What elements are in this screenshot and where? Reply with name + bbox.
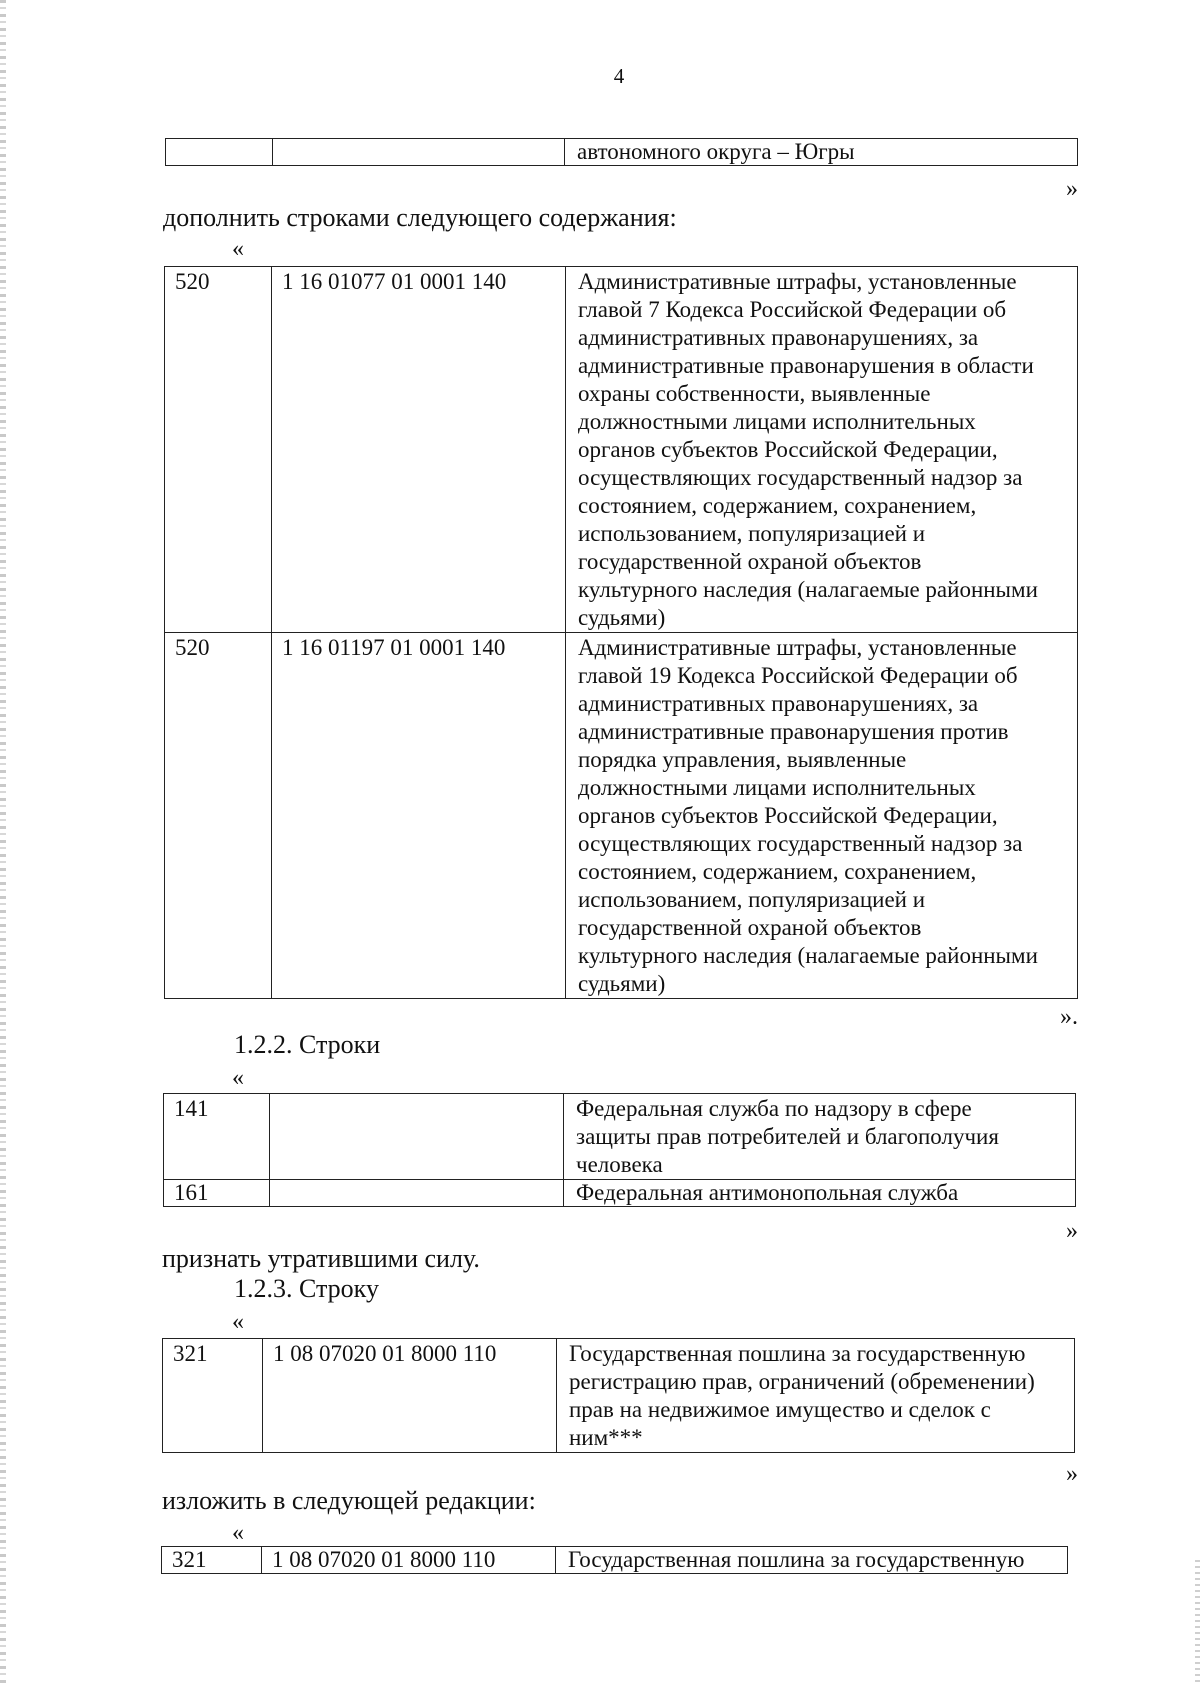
closing-quote: »: [1066, 1218, 1078, 1244]
name-line: защиты прав потребителей и благополучия: [576, 1124, 999, 1149]
name-line: осуществляющих государственный надзор за: [578, 465, 1023, 490]
name-line: Федеральная служба по надзору в сфере: [576, 1096, 972, 1121]
kbk-cell: 1 16 01077 01 0001 140: [272, 267, 566, 633]
scan-edge-left: [0, 0, 6, 1686]
name-cell: [566, 633, 1078, 999]
name-line: административные правонарушения в области: [578, 353, 1034, 378]
kbk-cell: [273, 139, 565, 166]
name-line: использованием, популяризацией и: [578, 887, 926, 912]
name-line: Федеральная антимонопольная служба: [576, 1180, 959, 1205]
name-cell: [564, 1180, 1076, 1207]
kbk-cell: 1 16 01197 01 0001 140: [272, 633, 566, 999]
name-line: человека: [576, 1152, 663, 1177]
section-heading-1-2-3: 1.2.3. Строку: [234, 1274, 379, 1303]
table-row: [163, 1339, 1075, 1453]
name-cell: Государственная пошлина за государственную: [556, 1547, 1068, 1574]
name-line: административных правонарушениях, за: [578, 325, 979, 350]
paragraph-add-rows: дополнить строками следующего содержания:: [163, 203, 677, 232]
table-section-1-2-3: [162, 1338, 1075, 1453]
code-cell: 321: [163, 1339, 263, 1453]
name-cell: [557, 1339, 1075, 1453]
name-line: культурного наследия (налагаемые районными: [578, 577, 1038, 602]
name-line: прав на недвижимое имущество и сделок с: [569, 1397, 991, 1422]
closing-quote: »: [1066, 1461, 1078, 1487]
table-added-rows: [164, 266, 1078, 999]
name-line: государственной охраной объектов: [578, 915, 922, 940]
kbk-cell: [270, 1094, 564, 1180]
name-cell: [566, 267, 1078, 633]
kbk-cell: 1 08 07020 01 8000 110: [263, 1339, 557, 1453]
name-cell: [564, 1094, 1076, 1180]
name-line: охраны собственности, выявленные: [578, 381, 931, 406]
name-line: культурного наследия (налагаемые районными: [578, 943, 1038, 968]
table-row: [166, 139, 1078, 166]
opening-quote: «: [232, 236, 244, 262]
name-line: порядка управления, выявленные: [578, 747, 907, 772]
name-line: регистрацию прав, ограничений (обременении): [569, 1369, 1035, 1394]
kbk-cell: 1 08 07020 01 8000 110: [262, 1547, 556, 1574]
closing-quote: ».: [1060, 1004, 1078, 1030]
name-line: административные правонарушения против: [578, 719, 1009, 744]
table-row: [165, 267, 1078, 633]
code-cell: 520: [165, 267, 272, 633]
code-cell: 161: [164, 1180, 270, 1207]
table-top-fragment: [165, 138, 1078, 166]
code-cell: 520: [165, 633, 272, 999]
name-line: судьями): [578, 605, 666, 630]
name-line: состоянием, содержанием, сохранением,: [578, 859, 977, 884]
table-row: [164, 1180, 1076, 1207]
name-line: состоянием, содержанием, сохранением,: [578, 493, 977, 518]
table-row: [164, 1094, 1076, 1180]
opening-quote: «: [232, 1520, 244, 1546]
page-number: 4: [613, 64, 625, 88]
code-cell: 321: [162, 1547, 262, 1574]
name-line: органов субъектов Российской Федерации,: [578, 803, 998, 828]
table-row: [165, 633, 1078, 999]
table-section-1-2-2: [163, 1093, 1076, 1207]
code-cell: [166, 139, 273, 166]
scan-edge-right: [1195, 1560, 1200, 1686]
name-cell: автономного округа – Югры: [565, 139, 1078, 166]
opening-quote: «: [232, 1309, 244, 1335]
name-line: главой 7 Кодекса Российской Федерации об: [578, 297, 1007, 322]
name-line: судьями): [578, 971, 666, 996]
closing-quote: »: [1066, 176, 1078, 202]
name-line: использованием, популяризацией и: [578, 521, 926, 546]
name-line: органов субъектов Российской Федерации,: [578, 437, 998, 462]
name-line: ним***: [569, 1425, 643, 1450]
table-new-edition: [161, 1546, 1068, 1574]
name-line: государственной охраной объектов: [578, 549, 922, 574]
name-line: должностными лицами исполнительных: [578, 775, 976, 800]
name-line: Административные штрафы, установленные: [578, 635, 1017, 660]
table-row: [162, 1547, 1068, 1574]
name-line: должностными лицами исполнительных: [578, 409, 976, 434]
section-heading-1-2-2: 1.2.2. Строки: [234, 1030, 381, 1059]
paragraph-void: признать утратившими силу.: [162, 1244, 480, 1273]
name-line: Государственная пошлина за государственную: [569, 1341, 1026, 1366]
opening-quote: «: [232, 1065, 244, 1091]
code-cell: 141: [164, 1094, 270, 1180]
paragraph-new-edition: изложить в следующей редакции:: [162, 1486, 536, 1515]
name-line: административных правонарушениях, за: [578, 691, 979, 716]
kbk-cell: [270, 1180, 564, 1207]
name-line: осуществляющих государственный надзор за: [578, 831, 1023, 856]
name-line: Административные штрафы, установленные: [578, 269, 1017, 294]
name-line: главой 19 Кодекса Российской Федерации об: [578, 663, 1018, 688]
